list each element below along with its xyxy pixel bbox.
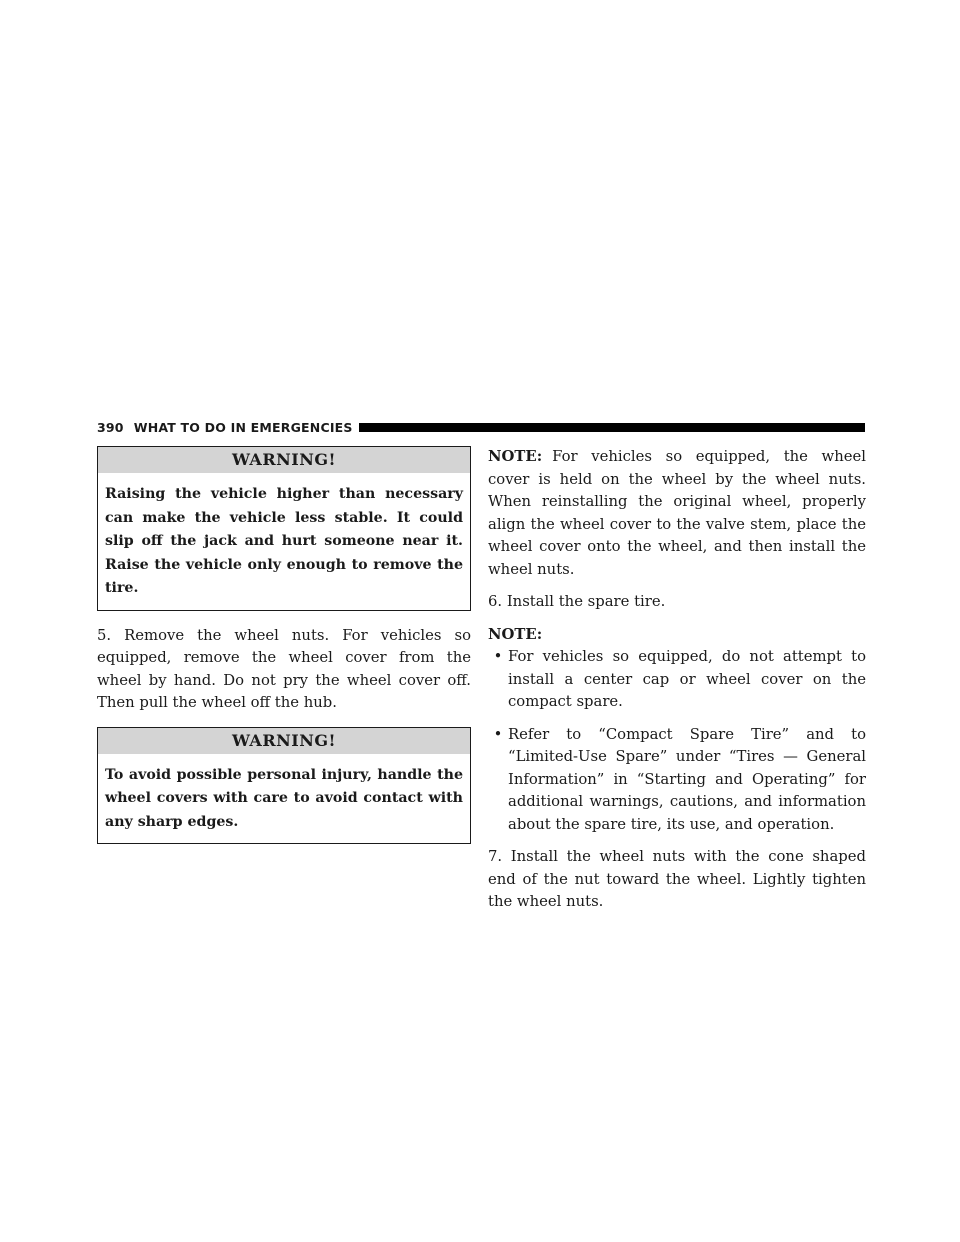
right-column xyxy=(488,446,866,914)
warning-box-wheel-covers xyxy=(97,727,471,845)
warning-body: Raising the vehicle higher than necessary can make the vehicle less stable. It could slip off the jack and hurt someone near it. Raise the vehicle only enough to remove the tire. xyxy=(105,486,463,596)
list-item-text: Refer to “Compact Spare Tire” and to “Limited-Use Spare” under “Tires — General Information” in “Starting and Operating” for additional warnings, cautions, and information about the spare tire, its use, and operation. xyxy=(508,725,866,833)
note-wheel-cover xyxy=(488,446,866,581)
step-7-text: 7. Install the wheel nuts with the cone shaped end of the nut toward the wheel. Lightly tighten the wheel nuts. xyxy=(488,848,866,910)
note-bullet-list xyxy=(488,646,866,836)
section-title: WHAT TO DO IN EMERGENCIES xyxy=(133,419,353,435)
header-rule xyxy=(359,423,865,432)
step-5-text: 5. Remove the wheel nuts. For vehicles so equipped, remove the wheel cover from the wheel by hand. Do not pry the wheel cover off. Then pull the wheel off the hub. xyxy=(97,626,471,711)
list-item xyxy=(488,646,866,714)
page-header xyxy=(97,418,865,436)
warning-body: To avoid possible personal injury, handle the wheel covers with care to avoid contact with any sharp edges. xyxy=(105,766,463,830)
warning-box-raising-vehicle xyxy=(97,446,471,611)
note-label: NOTE: xyxy=(488,448,543,465)
bullet-icon: • xyxy=(493,725,503,743)
warning-title: WARNING! xyxy=(98,447,470,473)
left-column xyxy=(97,446,471,844)
note-label: NOTE: xyxy=(488,625,543,643)
list-item xyxy=(488,724,866,837)
warning-title: WARNING! xyxy=(98,728,470,754)
list-item-text: For vehicles so equipped, do not attempt to install a center cap or wheel cover on the compact spare. xyxy=(508,648,866,710)
note-text: For vehicles so equipped, the wheel cover is held on the wheel by the wheel nuts. When reinstalling the original wheel, properly align the wheel cover to the valve stem, place the wheel cover onto the wheel, and then install the wheel nuts. xyxy=(488,448,866,578)
step-6-text: 6. Install the spare tire. xyxy=(488,593,666,610)
bullet-icon: • xyxy=(493,648,503,665)
page-number: 390 xyxy=(97,419,124,435)
